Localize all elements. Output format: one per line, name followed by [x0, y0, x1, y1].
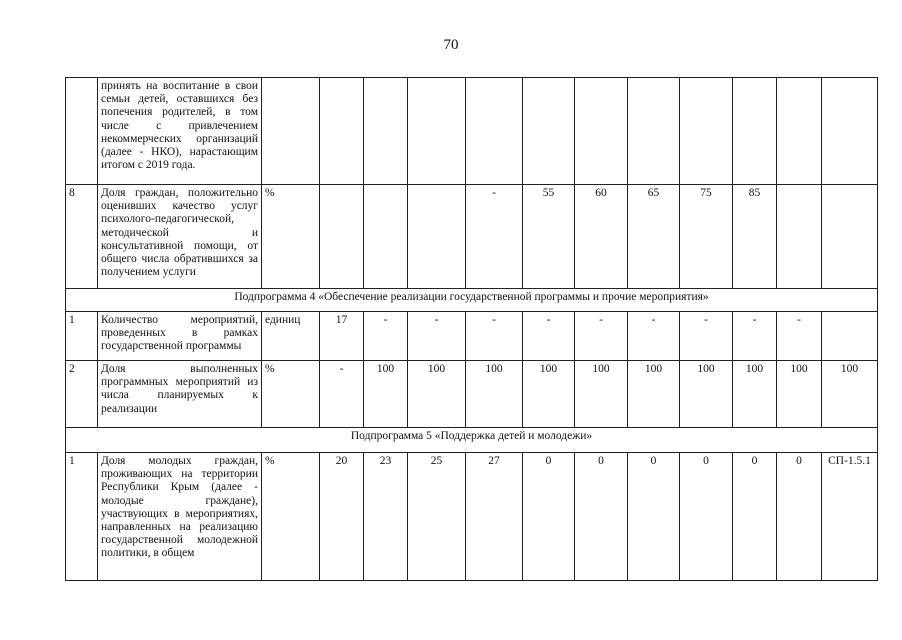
value-cell: 100: [408, 361, 466, 428]
value-cell: -: [408, 312, 466, 361]
subprogram-4-title: Подпрограмма 4 «Обеспечение реализации государственной программы и прочие мероприятия»: [66, 289, 878, 312]
value-cell: [523, 78, 575, 185]
unit-cell: %: [262, 453, 320, 581]
indicators-table: [65, 77, 878, 581]
value-cell: [733, 78, 777, 185]
value-cell: -: [466, 185, 523, 289]
value-cell: -: [364, 312, 408, 361]
value-cell: СП-1.5.1: [822, 453, 878, 581]
value-cell: [320, 185, 364, 289]
value-cell: -: [320, 361, 364, 428]
value-cell: [408, 185, 466, 289]
value-cell: 0: [575, 453, 628, 581]
value-cell: -: [575, 312, 628, 361]
value-cell: 85: [733, 185, 777, 289]
unit-cell: единиц: [262, 312, 320, 361]
value-cell: 100: [523, 361, 575, 428]
value-cell: [364, 78, 408, 185]
value-cell: [466, 78, 523, 185]
value-cell: [320, 78, 364, 185]
indicator-name: Доля молодых граждан, проживающих на территории Республики Крым (далее - молодые граждане), участвующих в мероприятиях, направленных на реализацию государственной молодежной политики, в общем: [98, 453, 262, 581]
value-cell: 100: [466, 361, 523, 428]
value-cell: 0: [628, 453, 680, 581]
unit-cell: %: [262, 185, 320, 289]
value-cell: -: [733, 312, 777, 361]
value-cell: [777, 78, 822, 185]
value-cell: -: [628, 312, 680, 361]
value-cell: [822, 78, 878, 185]
indicator-name: принять на воспитание в свои семьи детей, оставшихся без попечения родителей, в том числе с привлечением некоммерческих организаций (далее - НКО), нарастающим итогом с 2019 года.: [98, 78, 262, 185]
value-cell: [822, 312, 878, 361]
unit-cell: %: [262, 361, 320, 428]
value-cell: 0: [680, 453, 733, 581]
value-cell: 0: [733, 453, 777, 581]
indicator-name: Доля граждан, положительно оценивших качество услуг психолого-педагогической, методической и консультативной помощи, от общего числа обратившихся за получением услуги: [98, 185, 262, 289]
row-number: 8: [66, 185, 98, 289]
unit-cell: [262, 78, 320, 185]
value-cell: 17: [320, 312, 364, 361]
value-cell: 60: [575, 185, 628, 289]
indicator-name: Доля выполненных программных мероприятий из числа планируемых к реализации: [98, 361, 262, 428]
row-number: [66, 78, 98, 185]
value-cell: -: [777, 312, 822, 361]
value-cell: 100: [575, 361, 628, 428]
value-cell: 65: [628, 185, 680, 289]
table-row: [66, 453, 878, 581]
subprogram-header-row: [66, 289, 878, 312]
value-cell: [680, 78, 733, 185]
row-number: 1: [66, 453, 98, 581]
table-row: [66, 312, 878, 361]
table-row: [66, 361, 878, 428]
value-cell: 20: [320, 453, 364, 581]
value-cell: [628, 78, 680, 185]
value-cell: -: [523, 312, 575, 361]
value-cell: 27: [466, 453, 523, 581]
value-cell: -: [466, 312, 523, 361]
value-cell: [408, 78, 466, 185]
value-cell: 100: [364, 361, 408, 428]
value-cell: 55: [523, 185, 575, 289]
value-cell: 100: [822, 361, 878, 428]
row-number: 2: [66, 361, 98, 428]
value-cell: [822, 185, 878, 289]
value-cell: 75: [680, 185, 733, 289]
value-cell: [777, 185, 822, 289]
value-cell: 100: [777, 361, 822, 428]
indicator-name: Количество мероприятий, проведенных в рамках государственной программы: [98, 312, 262, 361]
value-cell: 0: [523, 453, 575, 581]
subprogram-5-title: Подпрограмма 5 «Поддержка детей и молодежи»: [66, 428, 878, 453]
table-row: [66, 185, 878, 289]
value-cell: [575, 78, 628, 185]
value-cell: 100: [628, 361, 680, 428]
value-cell: 0: [777, 453, 822, 581]
page-number: 70: [443, 37, 459, 53]
table-row: [66, 78, 878, 185]
value-cell: 100: [733, 361, 777, 428]
subprogram-header-row: [66, 428, 878, 453]
value-cell: -: [680, 312, 733, 361]
value-cell: [364, 185, 408, 289]
value-cell: 25: [408, 453, 466, 581]
value-cell: 23: [364, 453, 408, 581]
row-number: 1: [66, 312, 98, 361]
value-cell: 100: [680, 361, 733, 428]
